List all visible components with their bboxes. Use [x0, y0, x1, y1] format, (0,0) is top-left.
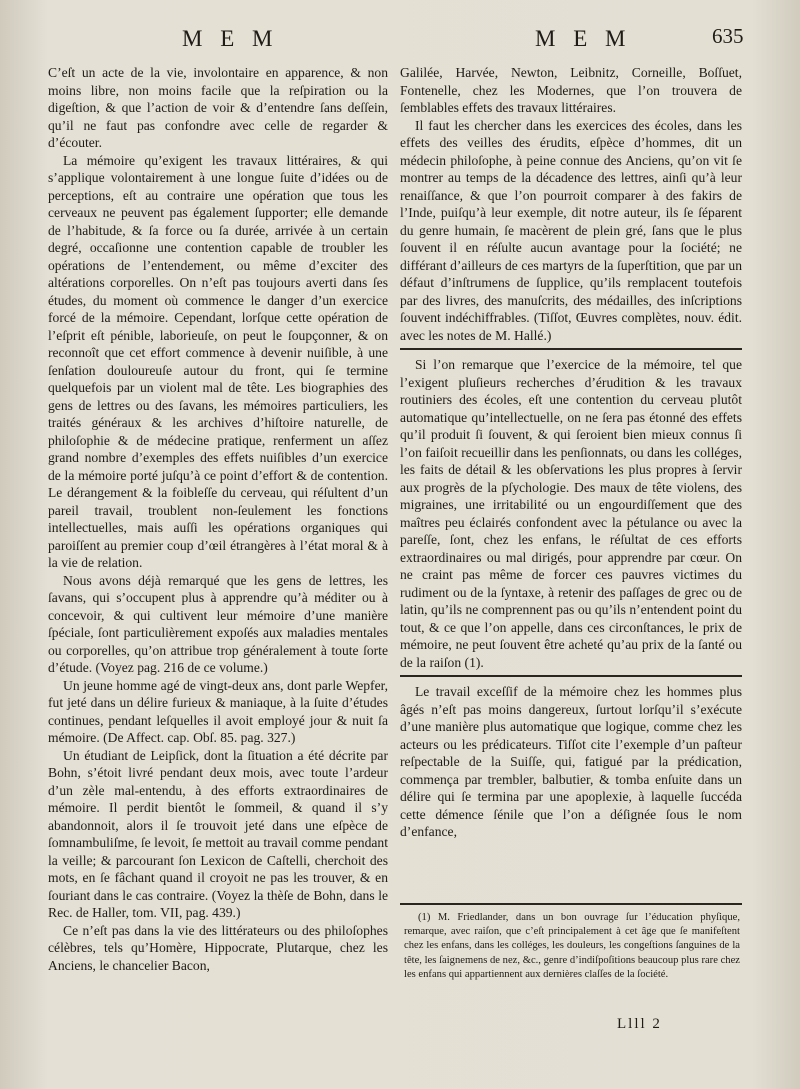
divider — [400, 675, 742, 677]
paragraph: C’eſt un acte de la vie, involontaire en apparence, & non moins libre, non moins facile que la reſpiration ou la digeſtion, & que l’action de voir & d’entendre ſans deſſein, qu’il ne faut pas confondre avec celle de regarder & d’écouter. — [48, 65, 388, 150]
left-column — [48, 64, 388, 974]
running-head-left: M E M — [182, 26, 279, 51]
paragraph: La mémoire qu’exigent les travaux littéraires, & qui s’applique volontairement à une longue ſuite d’idées ou de perceptions, eſt au contraire une opération que tous les cerveaux ne peuvent pas également ſupporter; elle demande de l’habitude, & ſa force ou ſa durée, arrivée à un certain degré, occaſionne une contention capable de troubler les opérations de l’entendement, ou même d’exciter des altérations corporelles. On n’eſt pas toujours averti dans ſes études, du moment où commence le danger d’un exercice forcé de la mémoire. Cependant, lorſque cette opération de l’eſprit eſt pénible, laborieuſe, on peut le ſoupçonner, & on reconnoît que cet effort commence à devenir nuiſible, à une ſenſation douloureuſe autour du front, qui ſe termine quelquefois par un violent mal de tête. Les biographies des gens de lettres ou des ſavans, les mémoires particuliers, les traités généraux & les archives d’hiſtoire naturelle, de philoſophie & de médecine pratique, renferment un aſſez grand nombre d’exemples des effets nuiſibles d’un exercice de la mémoire porté juſqu’à ce point d’effort & de contention. Le dérangement & la foibleſſe du cerveau, qui réſultent d’un pareil travail, troublent non-ſeulement les fonctions intellectuelles, mais auſſi les opérations organiques qui paroiſſent au premier coup d’œil étrangères à l’état moral & à la vie de relation. — [48, 152, 388, 570]
right-column — [400, 64, 742, 841]
paragraph: Le travail exceſſif de la mémoire chez les hommes plus âgés n’eſt pas moins dangereux, ſurtout lorſqu’il s’exécute d’une manière plus automatique que logique, comme chez les acteurs ou les prédicateurs. Tiſſot cite l’exemple d’un paſteur reſpectable de la Suiſſe, qui, fatigué par la prédication, commença par trembler, balbutier, & tomba enſuite dans un délire qui ſe termina par une apoplexie, à laquelle ſuccéda cette démence ſénile que l’on a déſignée ſous le nom d’enfance, — [400, 684, 742, 839]
footnote — [404, 911, 740, 982]
paragraph: Il faut les chercher dans les exercices des écoles, dans les effets des veilles des érudits, eſpèce d’hommes, dit un médecin philoſophe, à peine connue des Anciens, qu’on vit ſe montrer au temps de la décadence des lettres, ainſi qu’à leur renaiſſance, & que l’on pourroit comparer à des fakirs de l’Inde, puiſqu’à leur exemple, dit notre auteur, ils ſe ſéparent du genre humain, ſe macèrent de plein gré, ſans que le plus ſouvent il en réſulte aucun avantage pour la ſociété; ne différant d’ailleurs de ces martyrs de la ſuperſtition, que par un défaut d’inſtrumens de ſupplice, qu’ils remplacent toutefois par des livres, des manuſcrits, des médailles, des inſcriptions ſouvent indéchiffrables. (Tiſſot, Œuvres complètes, nouv. édit. avec les notes de M. Hallé.) — [400, 117, 742, 343]
paragraph: Un jeune homme agé de vingt-deux ans, dont parle Wepfer, fut jeté dans un délire furieux & maniaque, à la ſuite d’études continues, pendant leſquelles il avoit employé jour & nuit ſa mémoire. (De Affect. cap. Obſ. 85. pag. 327.) — [48, 677, 388, 745]
paragraph: Un étudiant de Leipſick, dont la ſituation a été décrite par Bohn, s’étoit livré pendant deux mois, avec toute l’ardeur d’un zèle mal-entendu, à des efforts extraordinaires de mémoire. Il perdit bientôt le ſommeil, & quand il s’y abandonnoit, alors il ſe trouvoit jeté dans une eſpèce de ſomnambuliſme, ſe levoit, ſe mettoit au travail comme pendant la veille; & parcourant ſon Lexicon de Caſtelli, cherchoit des mots, en ſe fâchant quand il croyoit ne pas les trouver, & en ſouriant dans le cas contraire. (Voyez la thèſe de Bohn, dans le Rec. de Haller, tom. VII, pag. 439.) — [48, 747, 388, 920]
divider — [400, 348, 742, 350]
paragraph: Galilée, Harvée, Newton, Leibnitz, Corneille, Boſſuet, Fontenelle, chez les Modernes, que l’on trouvera de ſemblables effets des travaux littéraires. — [400, 65, 742, 115]
paragraph: Si l’on remarque que l’exercice de la mémoire, tel que l’exigent pluſieurs recherches d’érudition & les travaux routiniers des écoles, eſt une contention du cerveau plutôt automatique qu’intellectuelle, on ne ſera pas étonné des effets qu’il produit ſi ſouvent, & qui ſeroient bien mieux connus ſi l’on faiſoit recueillir dans les penſionnats, ou dans les colléges, les faits de détail & les obſervations les plus propres à ſervir aux progrès de la pſychologie. Des maux de tête violens, des migraines, une irritabilité ou un engourdiſſement que des maîtres peu éclairés confondent avec la pétulance ou avec la pareſſe, ſont, chez les enfans, le réſultat de ces efforts extraordinaires ou mal dirigés, pour apprendre par cœur. On ne craint pas même de forcer ces pauvres victimes du rudiment ou de la ſyntaxe, à retenir des paſſages de grec ou de latin, qu’ils ne comprennent pas ou qu’ils n’entendent point du tout, & ce que l’on appelle, dans ces circonſtances, le prix de mémoire, ne peut ſouvent être acheté qu’au prix de la ſanté ou de la raiſon (1). — [400, 357, 742, 670]
text-block — [400, 64, 742, 344]
paragraph: Nous avons déjà remarqué que les gens de lettres, les ſavans, qui s’occupent plus à apprendre qu’à méditer ou à concevoir, & qui cultivent leur mémoire d’une manière ſpéciale, ſont particulièrement expoſés aux maladies mentales ou corporelles, qu’on attribue trop généralement à toute ſorte d’étude. (Voyez pag. 216 de ce volume.) — [48, 572, 388, 675]
text-block — [400, 356, 742, 671]
footnote-text: (1) M. Friedlander, dans un bon ouvrage ſur l’éducation phyſique, remarque, avec raiſon, que c’eſt principalement à cet âge que ſe manifeſtent chez les enfans, dans les colléges, les douleurs, les congeſtions ſanguines de la tête, les ſaignemens de nez, &c., genre d’indiſpoſitions beaucoup plus rare chez les enfans qui appartiennent aux dernières claſſes de la ſociété. — [404, 912, 740, 980]
page-number: 635 — [712, 24, 744, 48]
running-head-right: M E M — [535, 26, 632, 51]
footnote-rule — [400, 903, 742, 905]
paragraph: Ce n’eſt pas dans la vie des littérateurs ou des philoſophes célèbres, tels qu’Homère, Hippocrate, Plutarque, chez les Anciens, le chancelier Bacon, — [48, 922, 388, 973]
text-block — [400, 683, 742, 841]
signature-mark: Llll 2 — [617, 1016, 662, 1032]
